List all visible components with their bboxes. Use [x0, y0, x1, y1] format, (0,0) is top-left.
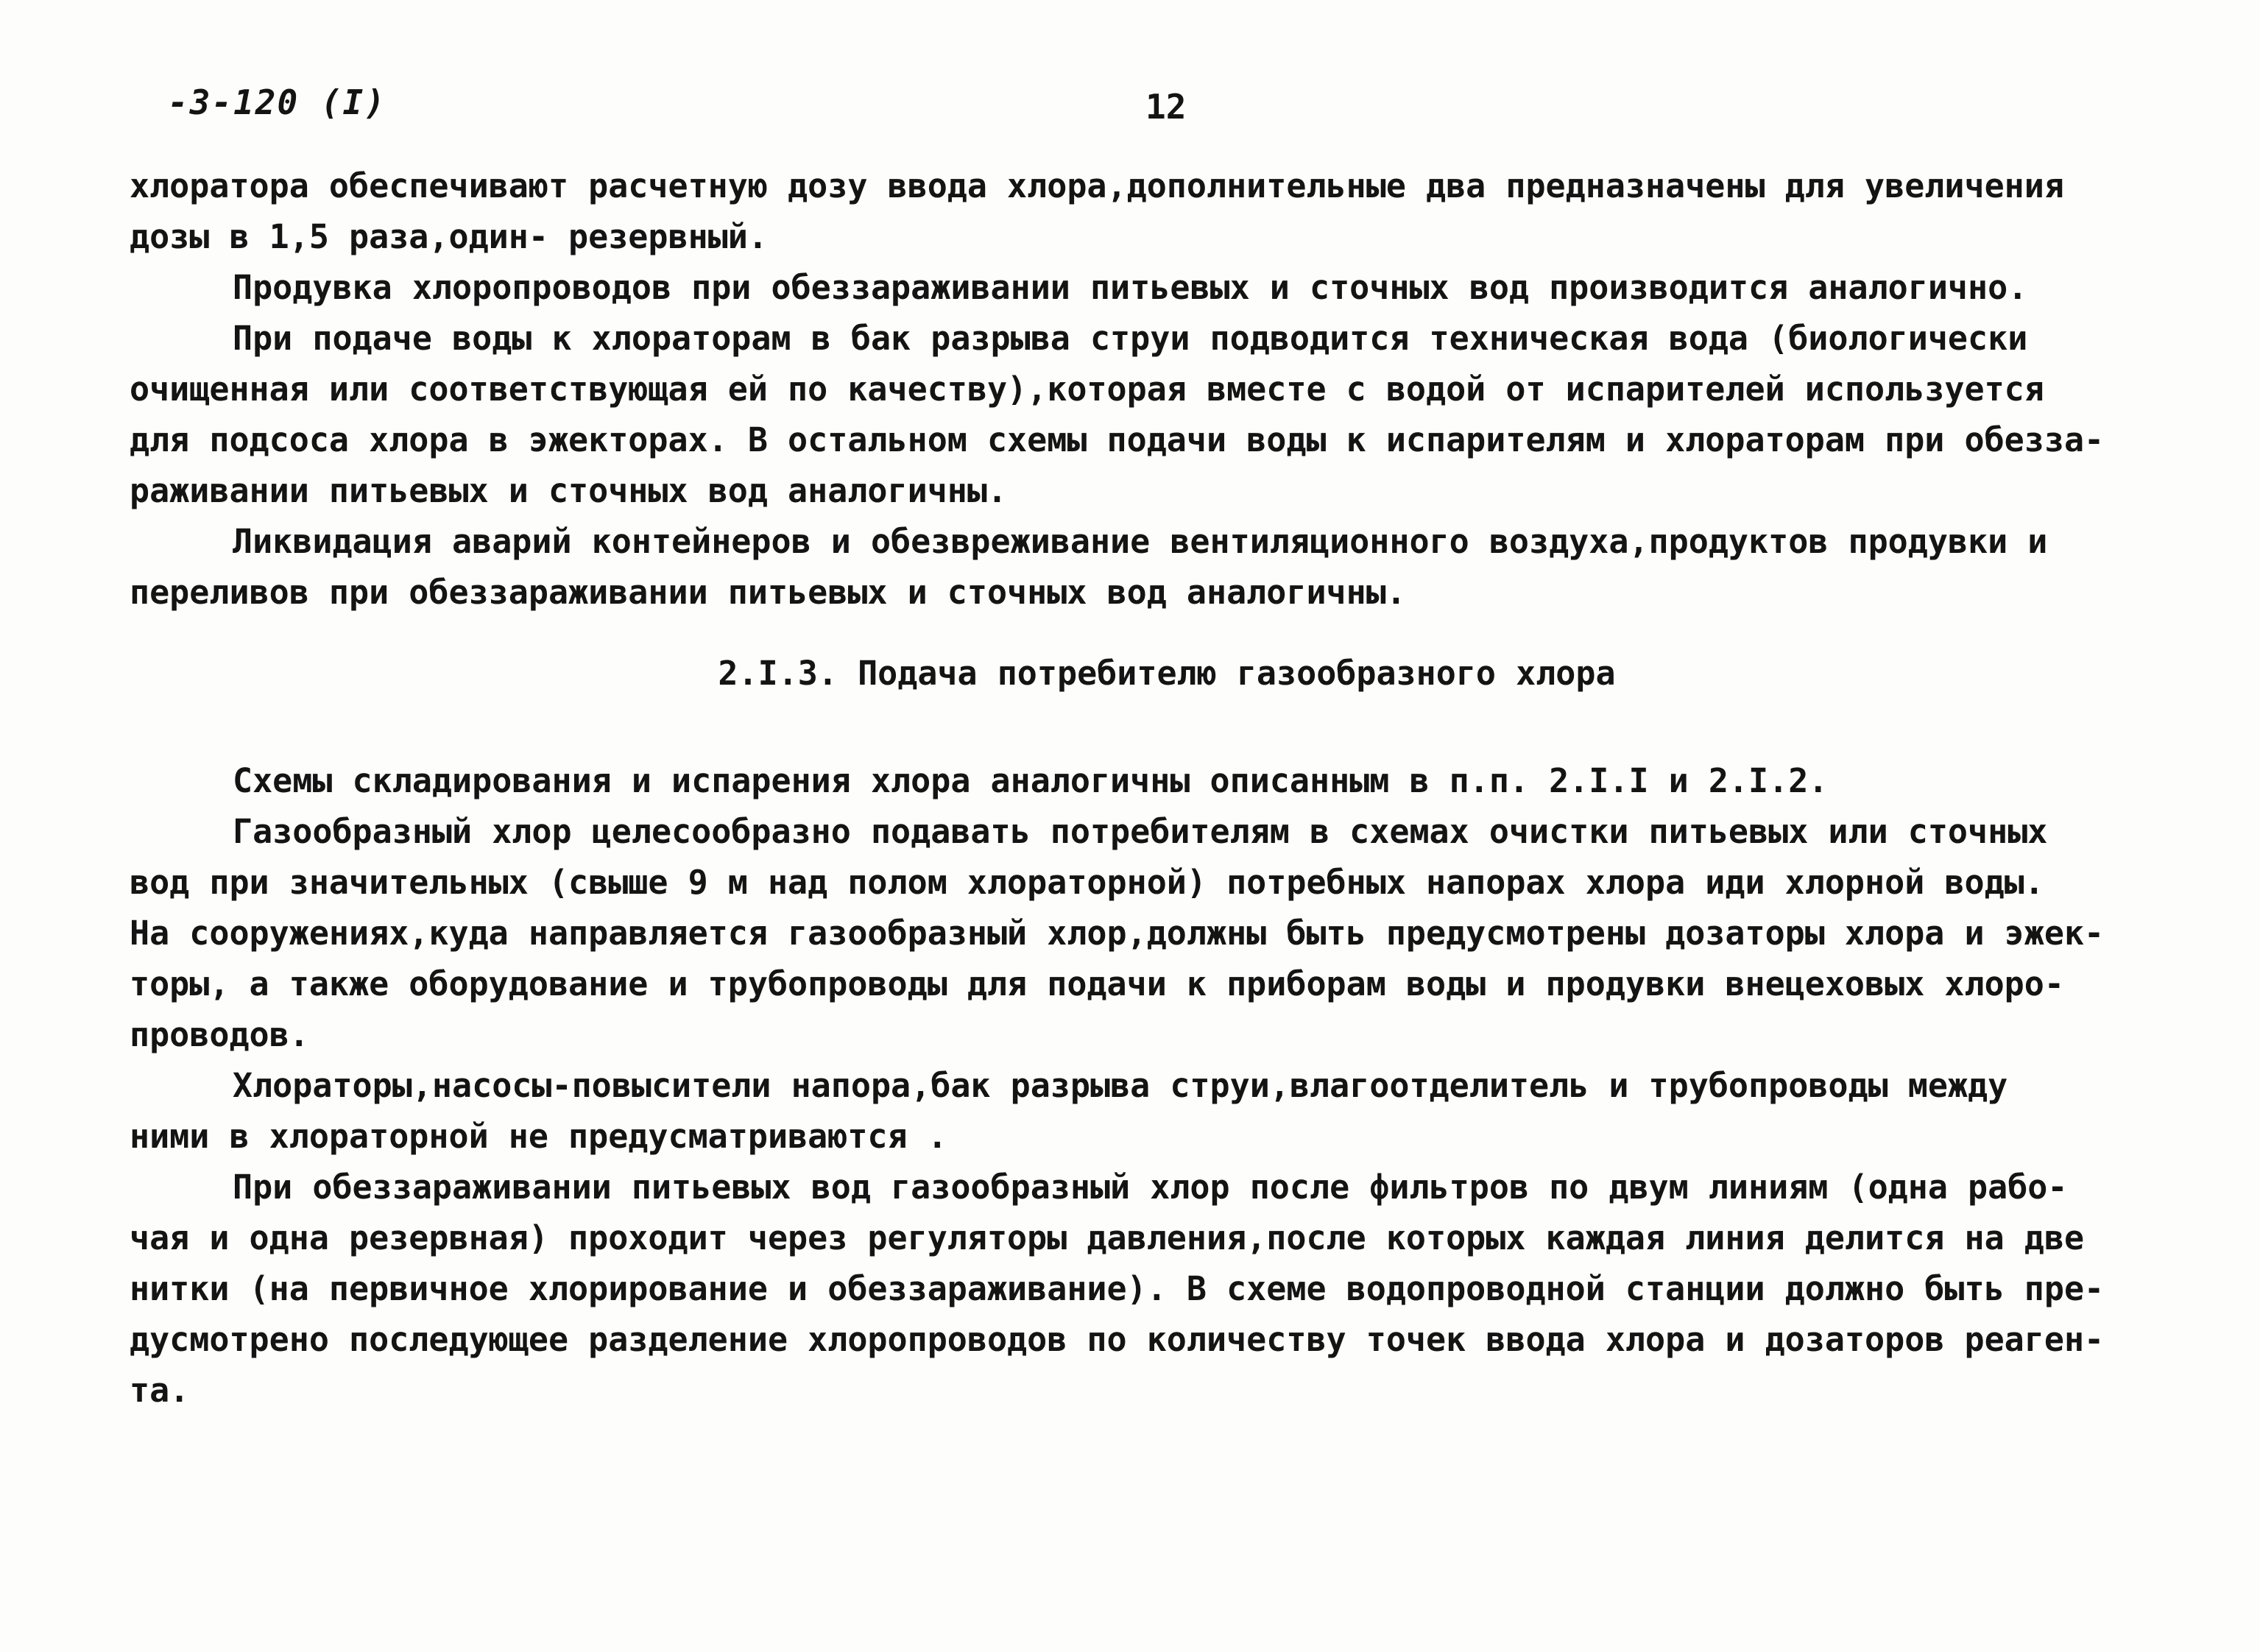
text-line: для подсоса хлора в эжекторах. В остальном схемы подачи воды к испарителям и хлораторам при обезза-	[130, 420, 2105, 459]
text-line: нитки (на первичное хлорирование и обеззараживание). В схеме водопроводной станции должно быть пре-	[130, 1269, 2105, 1308]
text-line: вод при значительных (свыше 9 м над полом хлораторной) потребных напорах хлора иди хлорной воды.	[130, 863, 2044, 902]
text-line: На сооружениях,куда направляется газообразный хлор,должны быть предусмотрены дозаторы хлора и эжек-	[130, 914, 2105, 953]
text-line: При обеззараживании питьевых вод газообразный хлор после фильтров по двум линиям (одна рабо-	[233, 1168, 2068, 1207]
text-line: При подаче воды к хлораторам в бак разрыва струи подводится техническая вода (биологически	[233, 319, 2028, 358]
text-line: та.	[130, 1371, 190, 1410]
text-line: Ликвидация аварий контейнеров и обезвреживание вентиляционного воздуха,продуктов продувки и	[233, 522, 2048, 561]
text-line: дозы в 1,5 раза,один- резервный.	[130, 217, 768, 256]
text-line: раживании питьевых и сточных вод аналогичны.	[130, 471, 1008, 510]
text-line: переливов при обеззараживании питьевых и сточных вод аналогичны.	[130, 573, 1406, 612]
text-line: ними в хлораторной не предусматриваются .	[130, 1117, 947, 1156]
text-line: торы, а также оборудование и трубопроводы для подачи к приборам воды и продувки внецеховых хлоро-	[130, 964, 2064, 1003]
section-heading: 2.I.3. Подача потребителю газообразного хлора	[718, 654, 1616, 693]
text-line: хлоратора обеспечивают расчетную дозу ввода хлора,дополнительные два предназначены для увеличения	[130, 166, 2064, 205]
document-code: -3-120 (I)	[168, 82, 386, 122]
text-line: Продувка хлоропроводов при обеззараживании питьевых и сточных вод производится аналогично.	[233, 268, 2028, 307]
text-line: чая и одна резервная) проходит через регуляторы давления,после которых каждая линия делится на две	[130, 1218, 2085, 1257]
text-line: дусмотрено последующее разделение хлоропроводов по количеству точек ввода хлора и дозаторов реаген-	[130, 1320, 2105, 1359]
text-block-continued	[130, 160, 2161, 618]
text-line: Схемы складирования и испарения хлора аналогичны описанным в п.п. 2.I.I и 2.I.2.	[233, 761, 1829, 800]
page-number: 12	[1145, 87, 1187, 127]
text-line: Газообразный хлор целесообразно подавать потребителям в схемах очистки питьевых или сточных	[233, 812, 2048, 851]
text-line: проводов.	[130, 1015, 309, 1054]
text-line: Хлораторы,насосы-повысители напора,бак разрыва струи,влагоотделитель и трубопроводы между	[233, 1066, 2008, 1105]
text-block-section	[130, 755, 2161, 1416]
text-line: очищенная или соответствующая ей по качеству),которая вместе с водой от испарителей используется	[130, 370, 2044, 409]
